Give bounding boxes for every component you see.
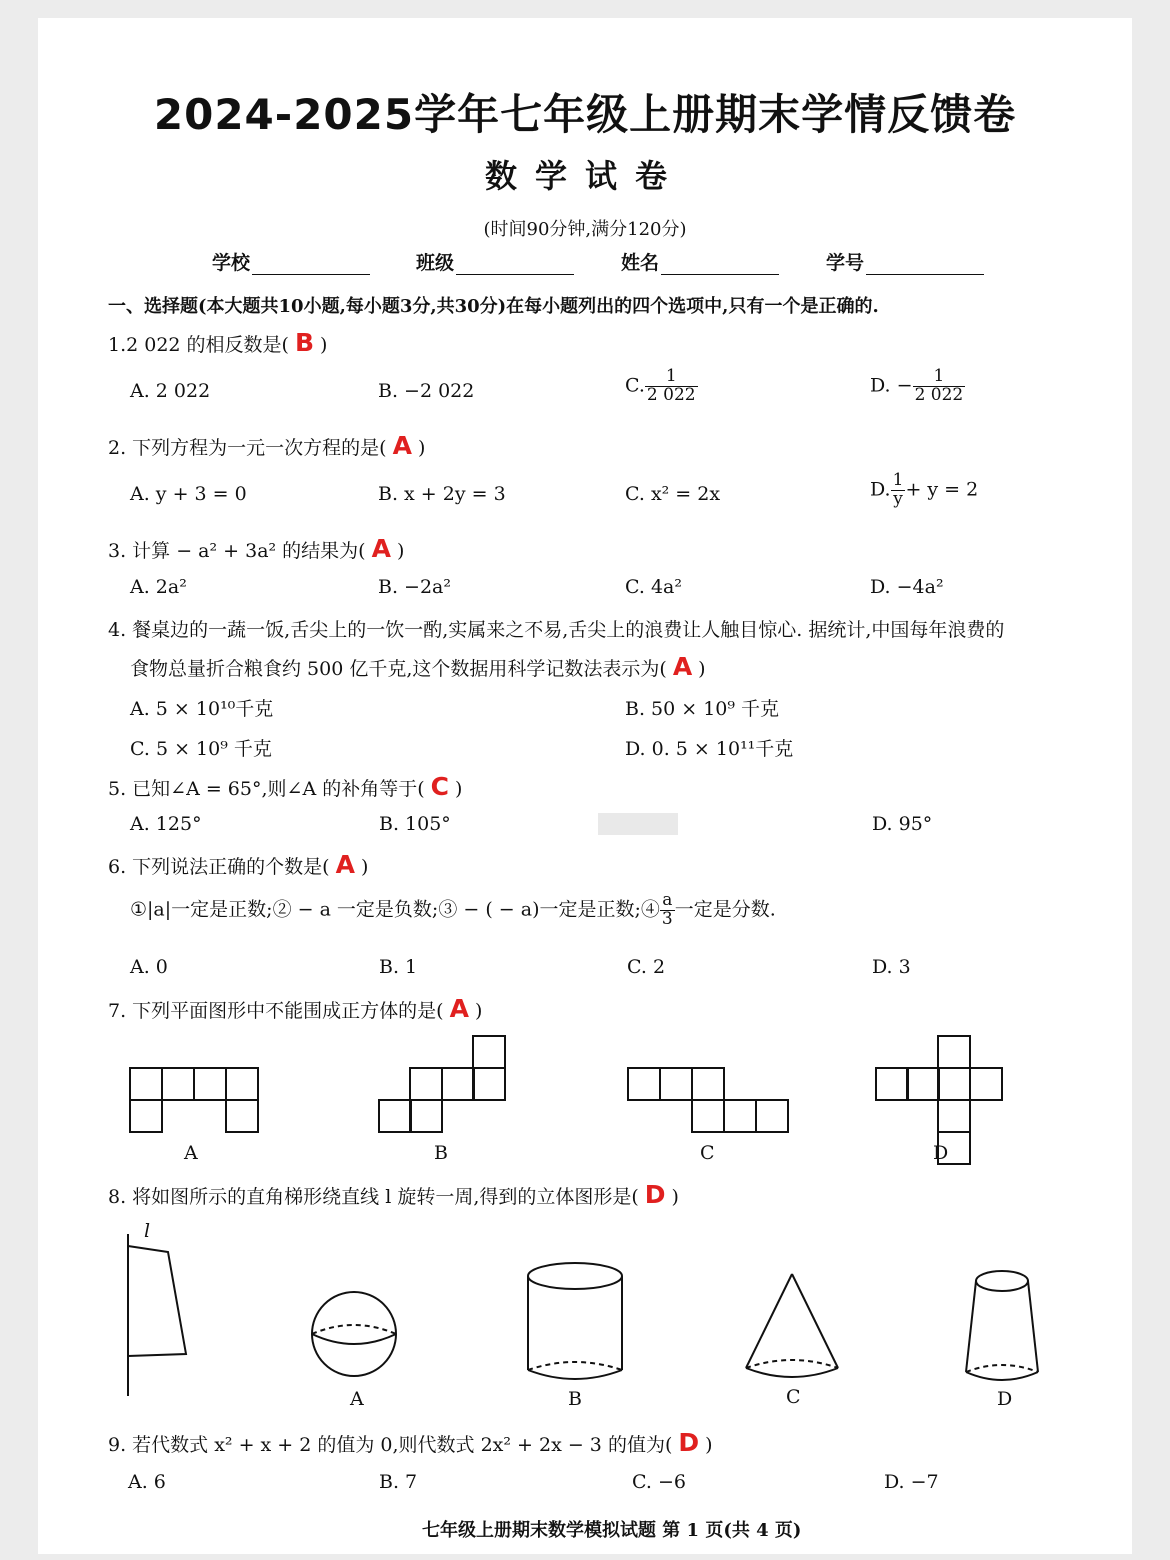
q5-option-a[interactable]: A. 125°: [130, 813, 202, 835]
q5-close: ): [454, 778, 463, 800]
q2-close: ): [417, 437, 426, 459]
school-field: [212, 248, 370, 275]
q6-statements-text: ①|a|一定是正数;② − a 一定是负数;③ − ( − a)一定是正数;④: [130, 898, 660, 921]
q8-label-c: C: [786, 1386, 801, 1408]
q9-option-c[interactable]: C. −6: [632, 1471, 686, 1493]
q4-stem-line1: 4. 餐桌边的一蔬一饭,舌尖上的一饮一酌,实属来之不易,舌尖上的浪费让人触目惊心. 据统计,中国每年浪费的: [108, 619, 1005, 641]
q1-option-c-denominator: 2 022: [646, 384, 696, 405]
q4-option-d[interactable]: D. 0. 5 × 10¹¹千克: [625, 738, 794, 760]
q9-option-b[interactable]: B. 7: [379, 1471, 418, 1493]
q3-stem: [108, 534, 404, 563]
q9-stem: [108, 1428, 713, 1457]
q1-option-d-denominator: 2 022: [914, 384, 964, 405]
q7-label-c: C: [700, 1142, 715, 1164]
time-note: (时间90分钟,满分120分): [483, 219, 687, 240]
q6-fraction-denominator: 3: [661, 908, 673, 929]
q1-option-a[interactable]: A. 2 022: [130, 380, 211, 402]
q8-answer: D: [644, 1180, 666, 1209]
q2-option-b[interactable]: B. x + 2y = 3: [378, 483, 506, 505]
class-field: [416, 248, 574, 275]
student-id-blank[interactable]: [866, 257, 984, 275]
q8-stem: [108, 1180, 679, 1209]
q3-option-c[interactable]: C. 4a²: [625, 576, 682, 598]
q3-option-b[interactable]: B. −2a²: [378, 576, 451, 598]
q4-close: ): [698, 658, 706, 680]
class-blank[interactable]: [456, 257, 574, 275]
name-label: 姓名: [621, 252, 660, 274]
q9-option-d[interactable]: D. −7: [884, 1471, 939, 1493]
q6-option-b[interactable]: B. 1: [379, 956, 418, 978]
q1-option-d-numerator: 1: [933, 366, 945, 386]
q2-option-c[interactable]: C. x² = 2x: [625, 483, 721, 505]
q1-close: ): [320, 334, 328, 356]
name-blank[interactable]: [661, 257, 779, 275]
exam-subtitle: 数学试卷: [484, 157, 685, 195]
student-id-field: [826, 248, 984, 275]
q7-stem: [108, 994, 482, 1023]
q6-option-d[interactable]: D. 3: [872, 956, 911, 978]
q7-label-d: D: [933, 1142, 949, 1164]
q7-text: 7. 下列平面图形中不能围成正方体的是(: [108, 1000, 444, 1022]
q9-close: ): [705, 1434, 713, 1456]
q3-option-d[interactable]: D. −4a²: [870, 576, 944, 598]
q7-close: ): [474, 1000, 483, 1022]
q9-answer: D: [678, 1428, 700, 1457]
q5-stem: [108, 772, 462, 801]
q1-option-c-numerator: 1: [665, 366, 677, 386]
q3-close: ): [396, 540, 405, 562]
q2-option-d-numerator: 1: [892, 470, 904, 490]
q5-option-b[interactable]: B. 105°: [379, 813, 451, 835]
solid-b-cylinder[interactable]: [528, 1263, 622, 1379]
q9-option-a[interactable]: A. 6: [128, 1471, 166, 1493]
q6-stem: [108, 850, 368, 879]
q2-option-d-prefix: D.: [870, 478, 891, 501]
net-b[interactable]: [379, 1036, 505, 1132]
net-c[interactable]: [628, 1068, 788, 1132]
q2-option-a[interactable]: A. y + 3 = 0: [130, 483, 247, 505]
q4-text: 食物总量折合粮食约 500 亿千克,这个数据用科学记数法表示为(: [130, 658, 667, 680]
q8-line-label: l: [144, 1220, 151, 1242]
q7-label-a: A: [184, 1142, 198, 1164]
q8-label-a: A: [350, 1388, 364, 1410]
exam-title: 2024-2025学年七年级上册期末学情反馈卷: [153, 90, 1017, 139]
q8-label-d: D: [997, 1388, 1013, 1410]
q7-answer: A: [449, 994, 469, 1023]
q4-answer: A: [672, 652, 693, 681]
class-label: 班级: [416, 252, 455, 274]
q4-option-a[interactable]: A. 5 × 10¹⁰千克: [130, 698, 274, 720]
q6-close: ): [360, 856, 369, 878]
q6-fraction-numerator: a: [662, 890, 673, 910]
q1-option-c[interactable]: [625, 368, 698, 405]
q2-option-d-denominator: y: [891, 490, 906, 509]
q8-text: 8. 将如图所示的直角梯形绕直线 l 旋转一周,得到的立体图形是(: [108, 1186, 639, 1208]
q7-cube-nets: [38, 1028, 1132, 1178]
exam-page: [38, 18, 1132, 1554]
q6-answer: A: [335, 850, 355, 879]
solid-c-cone[interactable]: [746, 1274, 838, 1377]
q1-option-d[interactable]: [870, 368, 965, 405]
q2-option-d-suffix: + y = 2: [905, 478, 979, 501]
q4-stem-line2: [130, 652, 706, 681]
q5-option-d[interactable]: D. 95°: [872, 813, 933, 835]
name-field: [621, 248, 779, 275]
solid-a-sphere[interactable]: [312, 1292, 396, 1376]
q3-option-a[interactable]: A. 2a²: [130, 576, 187, 598]
q6-statements: [130, 892, 776, 929]
q1-option-c-prefix: C.: [625, 374, 645, 397]
q6-statements-end: 一定是分数.: [674, 898, 776, 921]
q4-option-b[interactable]: B. 50 × 10⁹ 千克: [625, 698, 780, 720]
q1-option-b[interactable]: B. −2 022: [378, 380, 475, 402]
q5-option-c-obscured: [598, 813, 678, 835]
q1-option-d-prefix: D. −: [870, 374, 913, 397]
page-footer: 七年级上册期末数学模拟试题 第 1 页(共 4 页): [422, 1520, 802, 1541]
q7-label-b: B: [434, 1142, 448, 1164]
q3-text: 3. 计算 − a² + 3a² 的结果为(: [108, 540, 366, 562]
q4-option-c[interactable]: C. 5 × 10⁹ 千克: [130, 738, 272, 760]
net-a[interactable]: [130, 1068, 258, 1132]
q6-option-a[interactable]: A. 0: [130, 956, 168, 978]
q2-text: 2. 下列方程为一元一次方程的是(: [108, 437, 387, 459]
q1-stem: [108, 328, 327, 357]
q6-text: 6. 下列说法正确的个数是(: [108, 856, 330, 878]
section-heading: 一、选择题(本大题共10小题,每小题3分,共30分)在每小题列出的四个选项中,只有一个是正确的.: [108, 296, 879, 317]
q5-answer: C: [430, 772, 449, 801]
q2-answer: A: [392, 431, 412, 460]
q2-stem: [108, 431, 425, 460]
q1-text: 1.2 022 的相反数是(: [108, 334, 289, 356]
student-id-label: 学号: [826, 252, 865, 274]
q2-option-d[interactable]: [870, 472, 978, 509]
rotation-trapezoid: [128, 1234, 186, 1396]
school-blank[interactable]: [252, 257, 370, 275]
q8-label-b: B: [568, 1388, 582, 1410]
q3-answer: A: [371, 534, 391, 563]
solid-d-frustum[interactable]: [966, 1271, 1038, 1380]
q6-option-c[interactable]: C. 2: [627, 956, 666, 978]
q8-close: ): [671, 1186, 679, 1208]
q5-text: 5. 已知∠A = 65°,则∠A 的补角等于(: [108, 778, 425, 800]
q1-answer: B: [294, 328, 315, 357]
q8-figures: [38, 1218, 1132, 1408]
q9-text: 9. 若代数式 x² + x + 2 的值为 0,则代数式 2x² + 2x − 3 的值为(: [108, 1434, 673, 1456]
school-label: 学校: [212, 252, 251, 274]
